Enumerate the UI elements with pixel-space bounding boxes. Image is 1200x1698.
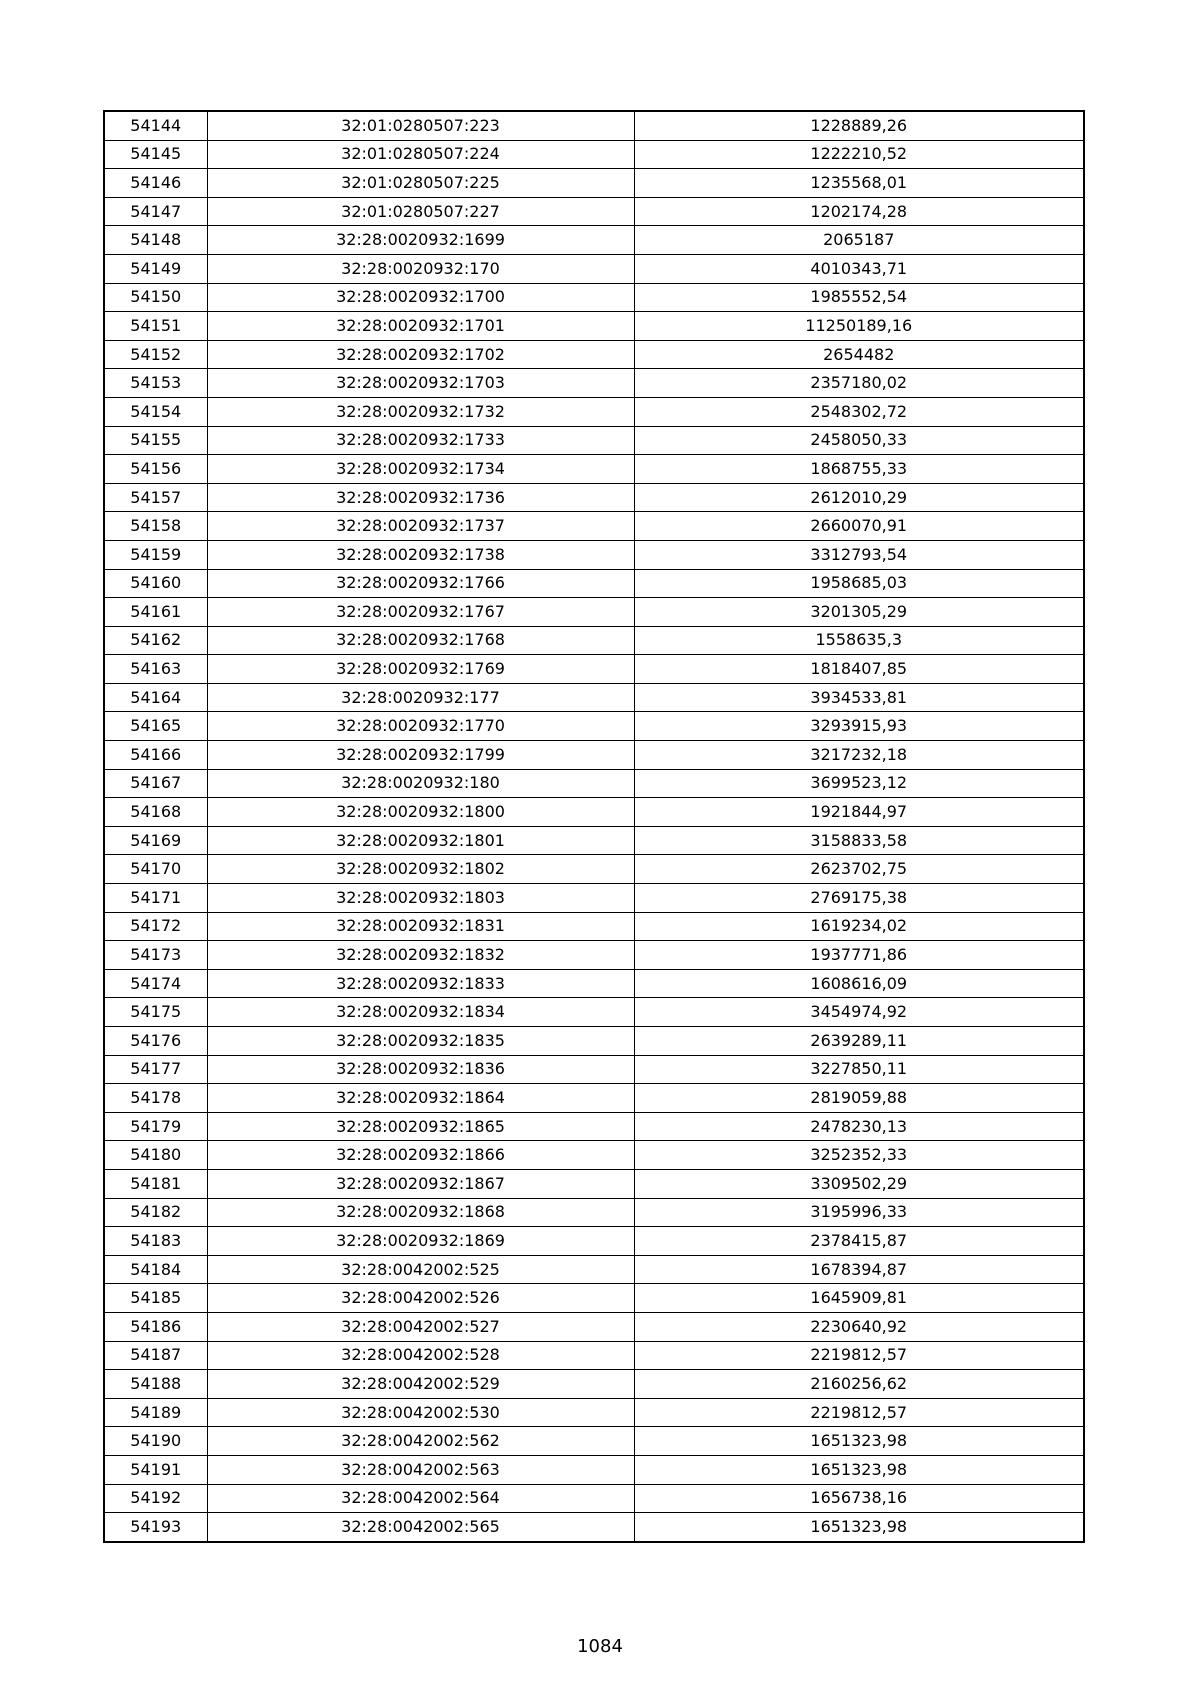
row-number-cell: 54157 <box>104 483 207 512</box>
row-number-cell: 54156 <box>104 455 207 484</box>
table-row <box>104 169 1084 198</box>
cadastral-value-cell: 3158833,58 <box>634 826 1084 855</box>
table-row <box>104 1112 1084 1141</box>
table-row <box>104 1027 1084 1056</box>
cadastral-value-cell: 1656738,16 <box>634 1484 1084 1513</box>
row-number-cell: 54183 <box>104 1227 207 1256</box>
cadastral-value-cell: 4010343,71 <box>634 254 1084 283</box>
cadastral-number-cell: 32:28:0020932:1736 <box>207 483 634 512</box>
cadastral-value-cell: 3201305,29 <box>634 598 1084 627</box>
cadastral-number-cell: 32:28:0042002:526 <box>207 1284 634 1313</box>
row-number-cell: 54176 <box>104 1027 207 1056</box>
cadastral-number-cell: 32:28:0020932:1738 <box>207 540 634 569</box>
table-row <box>104 826 1084 855</box>
cadastral-value-cell: 1678394,87 <box>634 1255 1084 1284</box>
cadastral-value-cell: 1235568,01 <box>634 169 1084 198</box>
cadastral-value-cell: 1985552,54 <box>634 283 1084 312</box>
table-body <box>104 111 1084 1542</box>
table-row <box>104 1169 1084 1198</box>
table-row <box>104 741 1084 770</box>
table-row <box>104 1370 1084 1399</box>
table-row <box>104 111 1084 140</box>
cadastral-number-cell: 32:28:0020932:1831 <box>207 912 634 941</box>
row-number-cell: 54149 <box>104 254 207 283</box>
table-row <box>104 226 1084 255</box>
table-row <box>104 1198 1084 1227</box>
cadastral-number-cell: 32:28:0020932:1802 <box>207 855 634 884</box>
table-row <box>104 1513 1084 1542</box>
table-row <box>104 540 1084 569</box>
row-number-cell: 54146 <box>104 169 207 198</box>
cadastral-value-cell: 3217232,18 <box>634 741 1084 770</box>
cadastral-number-cell: 32:28:0020932:1800 <box>207 798 634 827</box>
cadastral-number-cell: 32:28:0020932:1835 <box>207 1027 634 1056</box>
table-row <box>104 483 1084 512</box>
row-number-cell: 54161 <box>104 598 207 627</box>
cadastral-value-cell: 2160256,62 <box>634 1370 1084 1399</box>
cadastral-number-cell: 32:28:0020932:1766 <box>207 569 634 598</box>
cadastral-value-cell: 1868755,33 <box>634 455 1084 484</box>
table-row <box>104 712 1084 741</box>
cadastral-number-cell: 32:28:0020932:1769 <box>207 655 634 684</box>
cadastral-value-cell: 2612010,29 <box>634 483 1084 512</box>
cadastral-number-cell: 32:28:0042002:564 <box>207 1484 634 1513</box>
cadastral-value-cell: 2219812,57 <box>634 1341 1084 1370</box>
cadastral-value-cell: 1651323,98 <box>634 1427 1084 1456</box>
row-number-cell: 54193 <box>104 1513 207 1542</box>
row-number-cell: 54184 <box>104 1255 207 1284</box>
cadastral-value-cell: 2654482 <box>634 340 1084 369</box>
row-number-cell: 54158 <box>104 512 207 541</box>
row-number-cell: 54144 <box>104 111 207 140</box>
cadastral-number-cell: 32:28:0020932:1801 <box>207 826 634 855</box>
cadastral-value-cell: 3227850,11 <box>634 1055 1084 1084</box>
cadastral-value-cell: 1651323,98 <box>634 1513 1084 1542</box>
cadastral-value-cell: 2478230,13 <box>634 1112 1084 1141</box>
row-number-cell: 54152 <box>104 340 207 369</box>
table-row <box>104 1484 1084 1513</box>
cadastral-value-table <box>103 110 1085 1543</box>
cadastral-number-cell: 32:28:0020932:1733 <box>207 426 634 455</box>
row-number-cell: 54178 <box>104 1084 207 1113</box>
table-row <box>104 855 1084 884</box>
table-row <box>104 769 1084 798</box>
table-row <box>104 683 1084 712</box>
row-number-cell: 54192 <box>104 1484 207 1513</box>
row-number-cell: 54147 <box>104 197 207 226</box>
cadastral-number-cell: 32:28:0020932:1767 <box>207 598 634 627</box>
cadastral-number-cell: 32:28:0020932:1833 <box>207 969 634 998</box>
row-number-cell: 54151 <box>104 312 207 341</box>
cadastral-value-cell: 2623702,75 <box>634 855 1084 884</box>
cadastral-value-cell: 1921844,97 <box>634 798 1084 827</box>
cadastral-value-cell: 1608616,09 <box>634 969 1084 998</box>
cadastral-number-cell: 32:01:0280507:225 <box>207 169 634 198</box>
cadastral-value-cell: 1818407,85 <box>634 655 1084 684</box>
cadastral-number-cell: 32:28:0020932:1703 <box>207 369 634 398</box>
cadastral-value-cell: 3293915,93 <box>634 712 1084 741</box>
cadastral-number-cell: 32:28:0042002:525 <box>207 1255 634 1284</box>
table-row <box>104 1312 1084 1341</box>
table-row <box>104 941 1084 970</box>
row-number-cell: 54182 <box>104 1198 207 1227</box>
cadastral-value-cell: 1222210,52 <box>634 140 1084 169</box>
cadastral-value-cell: 3934533,81 <box>634 683 1084 712</box>
table-row <box>104 969 1084 998</box>
cadastral-number-cell: 32:01:0280507:223 <box>207 111 634 140</box>
cadastral-value-cell: 2357180,02 <box>634 369 1084 398</box>
cadastral-number-cell: 32:01:0280507:227 <box>207 197 634 226</box>
cadastral-number-cell: 32:28:0020932:1700 <box>207 283 634 312</box>
row-number-cell: 54187 <box>104 1341 207 1370</box>
row-number-cell: 54169 <box>104 826 207 855</box>
cadastral-number-cell: 32:28:0020932:1734 <box>207 455 634 484</box>
table-row <box>104 140 1084 169</box>
row-number-cell: 54153 <box>104 369 207 398</box>
row-number-cell: 54188 <box>104 1370 207 1399</box>
cadastral-number-cell: 32:28:0020932:180 <box>207 769 634 798</box>
cadastral-value-cell: 1651323,98 <box>634 1455 1084 1484</box>
row-number-cell: 54162 <box>104 626 207 655</box>
cadastral-number-cell: 32:28:0020932:1865 <box>207 1112 634 1141</box>
cadastral-number-cell: 32:28:0020932:1869 <box>207 1227 634 1256</box>
table-row <box>104 455 1084 484</box>
table-row <box>104 1427 1084 1456</box>
row-number-cell: 54170 <box>104 855 207 884</box>
table-row <box>104 512 1084 541</box>
cadastral-number-cell: 32:28:0020932:1737 <box>207 512 634 541</box>
row-number-cell: 54165 <box>104 712 207 741</box>
cadastral-value-cell: 3252352,33 <box>634 1141 1084 1170</box>
cadastral-number-cell: 32:28:0020932:1836 <box>207 1055 634 1084</box>
page-number: 1084 <box>577 1636 623 1657</box>
table-row <box>104 998 1084 1027</box>
cadastral-number-cell: 32:28:0020932:1867 <box>207 1169 634 1198</box>
table-row <box>104 369 1084 398</box>
table-row <box>104 397 1084 426</box>
table-row <box>104 884 1084 913</box>
row-number-cell: 54185 <box>104 1284 207 1313</box>
cadastral-number-cell: 32:28:0020932:1864 <box>207 1084 634 1113</box>
row-number-cell: 54171 <box>104 884 207 913</box>
cadastral-number-cell: 32:28:0020932:1732 <box>207 397 634 426</box>
cadastral-value-cell: 1645909,81 <box>634 1284 1084 1313</box>
cadastral-value-cell: 3699523,12 <box>634 769 1084 798</box>
cadastral-number-cell: 32:28:0020932:1832 <box>207 941 634 970</box>
table-row <box>104 798 1084 827</box>
table-row <box>104 254 1084 283</box>
table-row <box>104 340 1084 369</box>
table-row <box>104 312 1084 341</box>
row-number-cell: 54191 <box>104 1455 207 1484</box>
row-number-cell: 54179 <box>104 1112 207 1141</box>
table-row <box>104 283 1084 312</box>
row-number-cell: 54159 <box>104 540 207 569</box>
row-number-cell: 54164 <box>104 683 207 712</box>
cadastral-number-cell: 32:28:0020932:1699 <box>207 226 634 255</box>
cadastral-value-cell: 11250189,16 <box>634 312 1084 341</box>
row-number-cell: 54174 <box>104 969 207 998</box>
cadastral-number-cell: 32:28:0042002:530 <box>207 1398 634 1427</box>
table-row <box>104 197 1084 226</box>
table-row <box>104 1341 1084 1370</box>
cadastral-number-cell: 32:28:0020932:1701 <box>207 312 634 341</box>
table-row <box>104 426 1084 455</box>
row-number-cell: 54163 <box>104 655 207 684</box>
table-row <box>104 1084 1084 1113</box>
cadastral-number-cell: 32:28:0020932:177 <box>207 683 634 712</box>
table-row <box>104 1227 1084 1256</box>
row-number-cell: 54150 <box>104 283 207 312</box>
row-number-cell: 54154 <box>104 397 207 426</box>
cadastral-number-cell: 32:28:0042002:527 <box>207 1312 634 1341</box>
row-number-cell: 54168 <box>104 798 207 827</box>
table-row <box>104 569 1084 598</box>
row-number-cell: 54155 <box>104 426 207 455</box>
cadastral-number-cell: 32:28:0042002:529 <box>207 1370 634 1399</box>
row-number-cell: 54173 <box>104 941 207 970</box>
cadastral-number-cell: 32:28:0020932:1834 <box>207 998 634 1027</box>
cadastral-value-cell: 1558635,3 <box>634 626 1084 655</box>
cadastral-number-cell: 32:28:0020932:170 <box>207 254 634 283</box>
row-number-cell: 54177 <box>104 1055 207 1084</box>
row-number-cell: 54181 <box>104 1169 207 1198</box>
cadastral-value-cell: 2378415,87 <box>634 1227 1084 1256</box>
cadastral-value-cell: 2769175,38 <box>634 884 1084 913</box>
row-number-cell: 54145 <box>104 140 207 169</box>
cadastral-number-cell: 32:28:0042002:563 <box>207 1455 634 1484</box>
cadastral-value-cell: 2819059,88 <box>634 1084 1084 1113</box>
cadastral-number-cell: 32:28:0020932:1799 <box>207 741 634 770</box>
row-number-cell: 54148 <box>104 226 207 255</box>
cadastral-value-cell: 3309502,29 <box>634 1169 1084 1198</box>
cadastral-number-cell: 32:28:0020932:1770 <box>207 712 634 741</box>
cadastral-number-cell: 32:28:0020932:1868 <box>207 1198 634 1227</box>
cadastral-value-cell: 1937771,86 <box>634 941 1084 970</box>
cadastral-number-cell: 32:28:0020932:1866 <box>207 1141 634 1170</box>
cadastral-value-cell: 1228889,26 <box>634 111 1084 140</box>
row-number-cell: 54167 <box>104 769 207 798</box>
cadastral-number-cell: 32:28:0020932:1803 <box>207 884 634 913</box>
row-number-cell: 54166 <box>104 741 207 770</box>
table-row <box>104 912 1084 941</box>
table-row <box>104 1141 1084 1170</box>
table-row <box>104 1398 1084 1427</box>
cadastral-value-cell: 1619234,02 <box>634 912 1084 941</box>
table-row <box>104 1455 1084 1484</box>
cadastral-value-cell: 1202174,28 <box>634 197 1084 226</box>
cadastral-value-cell: 1958685,03 <box>634 569 1084 598</box>
table-row <box>104 1055 1084 1084</box>
cadastral-number-cell: 32:28:0020932:1768 <box>207 626 634 655</box>
table-row <box>104 598 1084 627</box>
cadastral-value-cell: 2639289,11 <box>634 1027 1084 1056</box>
row-number-cell: 54160 <box>104 569 207 598</box>
cadastral-value-cell: 3195996,33 <box>634 1198 1084 1227</box>
cadastral-value-cell: 2230640,92 <box>634 1312 1084 1341</box>
cadastral-number-cell: 32:28:0042002:562 <box>207 1427 634 1456</box>
table-row <box>104 655 1084 684</box>
cadastral-value-cell: 2548302,72 <box>634 397 1084 426</box>
cadastral-number-cell: 32:28:0020932:1702 <box>207 340 634 369</box>
table-row <box>104 1284 1084 1313</box>
table-row <box>104 1255 1084 1284</box>
row-number-cell: 54172 <box>104 912 207 941</box>
row-number-cell: 54189 <box>104 1398 207 1427</box>
table-row <box>104 626 1084 655</box>
cadastral-number-cell: 32:28:0042002:528 <box>207 1341 634 1370</box>
cadastral-value-cell: 2065187 <box>634 226 1084 255</box>
cadastral-number-cell: 32:28:0042002:565 <box>207 1513 634 1542</box>
cadastral-value-cell: 3312793,54 <box>634 540 1084 569</box>
cadastral-value-cell: 2219812,57 <box>634 1398 1084 1427</box>
cadastral-number-cell: 32:01:0280507:224 <box>207 140 634 169</box>
cadastral-value-cell: 2660070,91 <box>634 512 1084 541</box>
cadastral-value-cell: 3454974,92 <box>634 998 1084 1027</box>
row-number-cell: 54175 <box>104 998 207 1027</box>
cadastral-value-cell: 2458050,33 <box>634 426 1084 455</box>
row-number-cell: 54180 <box>104 1141 207 1170</box>
row-number-cell: 54190 <box>104 1427 207 1456</box>
row-number-cell: 54186 <box>104 1312 207 1341</box>
